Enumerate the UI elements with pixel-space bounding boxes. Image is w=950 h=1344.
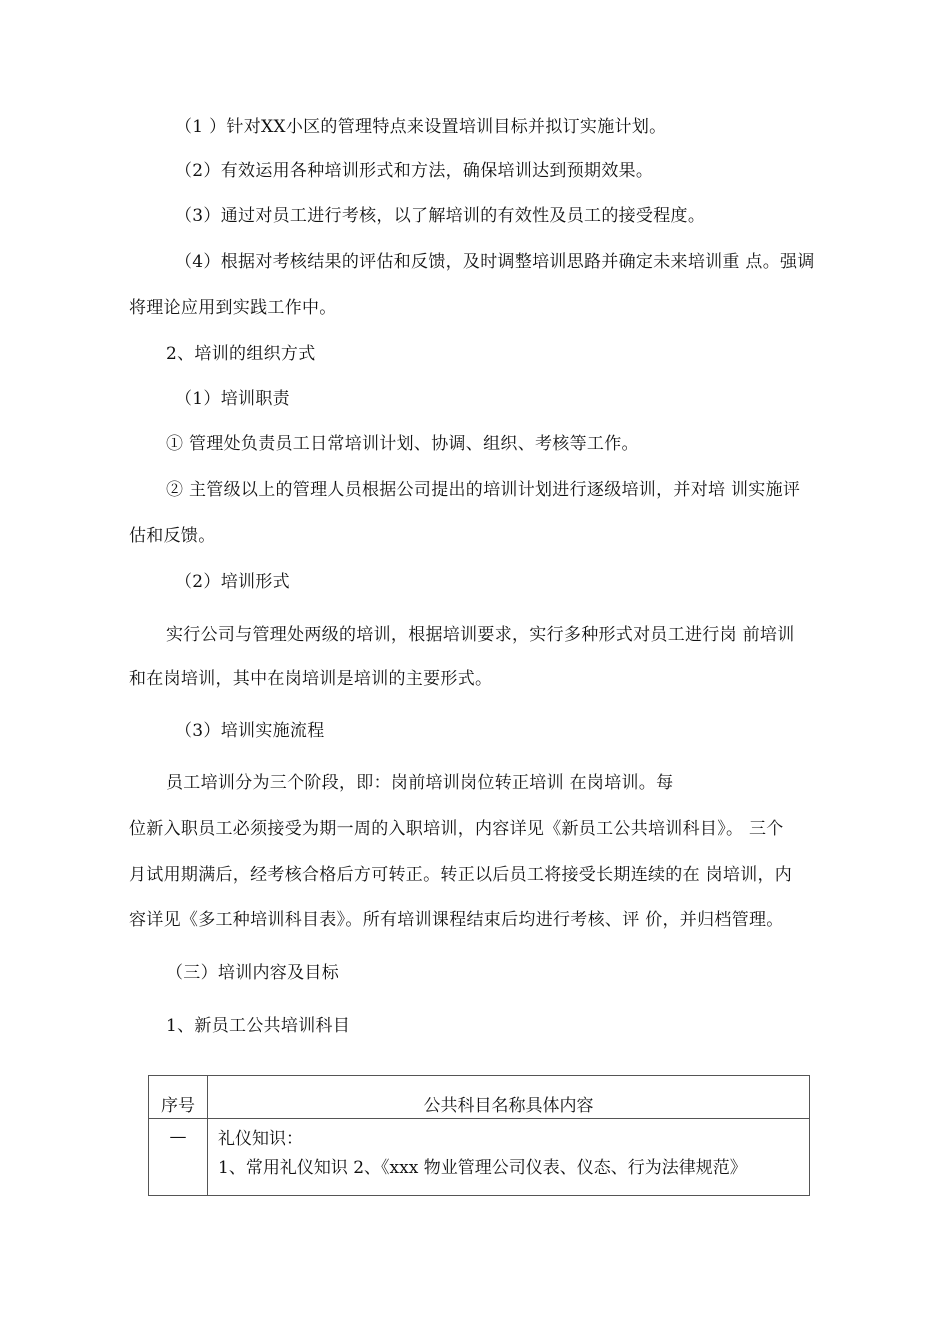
- table-cell-number: —: [149, 1119, 208, 1196]
- paragraph-line: 位新入职员工必须接受为期一周的入职培训，内容详见《新员工公共培训科目》。 三个: [129, 819, 784, 839]
- paragraph-line: （2）有效运用各种培训形式和方法，确保培训达到预期效果。: [175, 161, 654, 181]
- paragraph-line: 月试用期满后，经考核合格后方可转正。转正以后员工将接受长期连续的在 岗培训，内: [129, 865, 793, 885]
- section-heading: 2、培训的组织方式: [166, 344, 316, 364]
- paragraph-line: （4）根据对考核结果的评估和反馈，及时调整培训思路并确定未来培训重 点。强调: [175, 252, 815, 272]
- training-subjects-table: [148, 1075, 810, 1196]
- paragraph-line: ① 管理处负责员工日常培训计划、协调、组织、考核等工作。: [166, 434, 639, 454]
- paragraph-line: 实行公司与管理处两级的培训，根据培训要求，实行多种形式对员工进行岗 前培训: [166, 625, 795, 645]
- table-header-row: [149, 1076, 810, 1119]
- section-heading: （三）培训内容及目标: [166, 963, 339, 983]
- paragraph-line: （3）通过对员工进行考核，以了解培训的有效性及员工的接受程度。: [175, 206, 706, 226]
- subsection-heading: （1）培训职责: [175, 389, 290, 409]
- paragraph-line: 员工培训分为三个阶段，即：岗前培训岗位转正培训 在岗培训。每: [166, 773, 674, 793]
- paragraph-line: 和在岗培训，其中在岗培训是培训的主要形式。: [129, 669, 493, 689]
- cell-line: 1、常用礼仪知识 2、《xxx 物业管理公司仪表、仪态、行为法律规范》: [218, 1158, 747, 1178]
- paragraph-line: 将理论应用到实践工作中。: [129, 298, 337, 318]
- table-header-cell: 序号: [149, 1076, 208, 1119]
- section-heading: 1、新员工公共培训科目: [166, 1016, 351, 1036]
- subsection-heading: （3）培训实施流程: [175, 721, 325, 741]
- paragraph-line: （1 ）针对XX小区的管理特点来设置培训目标并拟订实施计划。: [175, 117, 667, 137]
- paragraph-line: 估和反馈。: [129, 526, 216, 546]
- paragraph-line: ② 主管级以上的管理人员根据公司提出的培训计划进行逐级培训，并对培 训实施评: [166, 480, 801, 500]
- cell-line: 礼仪知识：: [218, 1129, 303, 1149]
- subsection-heading: （2）培训形式: [175, 572, 290, 592]
- table-cell-content: [208, 1119, 810, 1196]
- paragraph-line: 容详见《多工种培训科目表》。所有培训课程结束后均进行考核、评 价，并归档管理。: [129, 910, 784, 930]
- table-row: [149, 1119, 810, 1196]
- table-header-cell: 公共科目名称具体内容: [208, 1076, 810, 1119]
